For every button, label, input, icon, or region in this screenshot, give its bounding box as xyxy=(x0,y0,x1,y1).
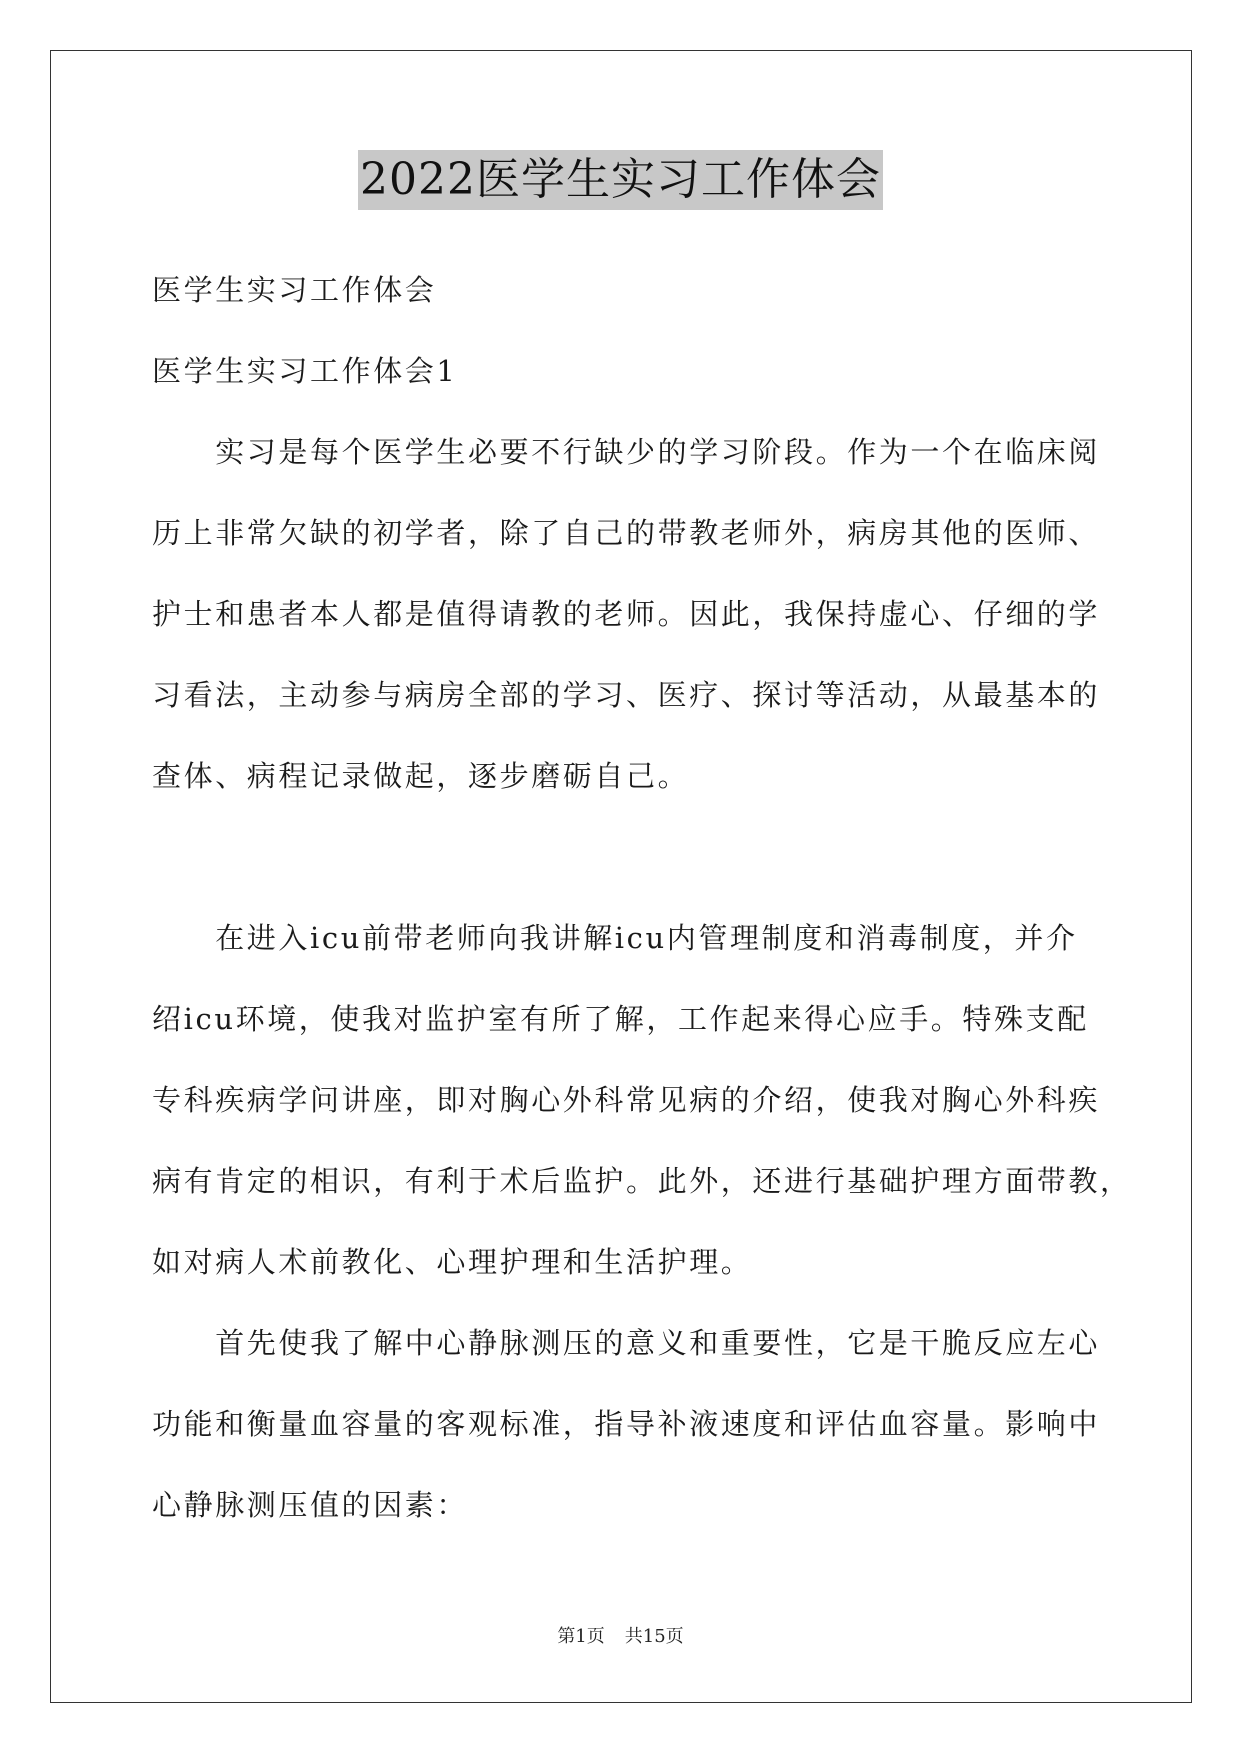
paragraph-line: 首先使我了解中心静脉测压的意义和重要性，它是干脆反应左心 xyxy=(152,1326,1101,1360)
paragraph-line: 护士和患者本人都是值得请教的老师。因此，我保持虚心、仔细的学 xyxy=(152,597,1101,631)
paragraph-line: 专科疾病学问讲座，即对胸心外科常见病的介绍，使我对胸心外科疾 xyxy=(152,1083,1101,1117)
page-number: 第1页 xyxy=(557,1626,605,1647)
page-total: 共15页 xyxy=(624,1626,684,1647)
document-title: 2022医学生实习工作体会 xyxy=(358,150,883,210)
section-heading: 医学生实习工作体会1 xyxy=(152,354,458,388)
paragraph-line: 历上非常欠缺的初学者，除了自己的带教老师外，病房其他的医师、 xyxy=(152,516,1101,550)
paragraph-line: 绍icu环境，使我对监护室有所了解，工作起来得心应手。特殊支配 xyxy=(152,1002,1089,1036)
page-footer xyxy=(0,1622,1241,1648)
paragraph-line: 如对病人术前教化、心理护理和生活护理。 xyxy=(152,1245,753,1279)
paragraph-line: 查体、病程记录做起，逐步磨砺自己。 xyxy=(152,759,690,793)
paragraph-line: 在进入icu前带老师向我讲解icu内管理制度和消毒制度，并介 xyxy=(152,921,1078,955)
paragraph-line: 习看法，主动参与病房全部的学习、医疗、探讨等活动，从最基本的 xyxy=(152,678,1101,712)
subtitle: 医学生实习工作体会 xyxy=(152,273,437,307)
paragraph-line: 病有肯定的相识，有利于术后监护。此外，还进行基础护理方面带教， xyxy=(152,1164,1132,1198)
paragraph-line: 实习是每个医学生必要不行缺少的学习阶段。作为一个在临床阅 xyxy=(152,435,1101,469)
paragraph-line: 功能和衡量血容量的客观标准，指导补液速度和评估血容量。影响中 xyxy=(152,1407,1101,1441)
paragraph-line: 心静脉测压值的因素： xyxy=(152,1488,469,1522)
title-container xyxy=(0,150,1241,210)
